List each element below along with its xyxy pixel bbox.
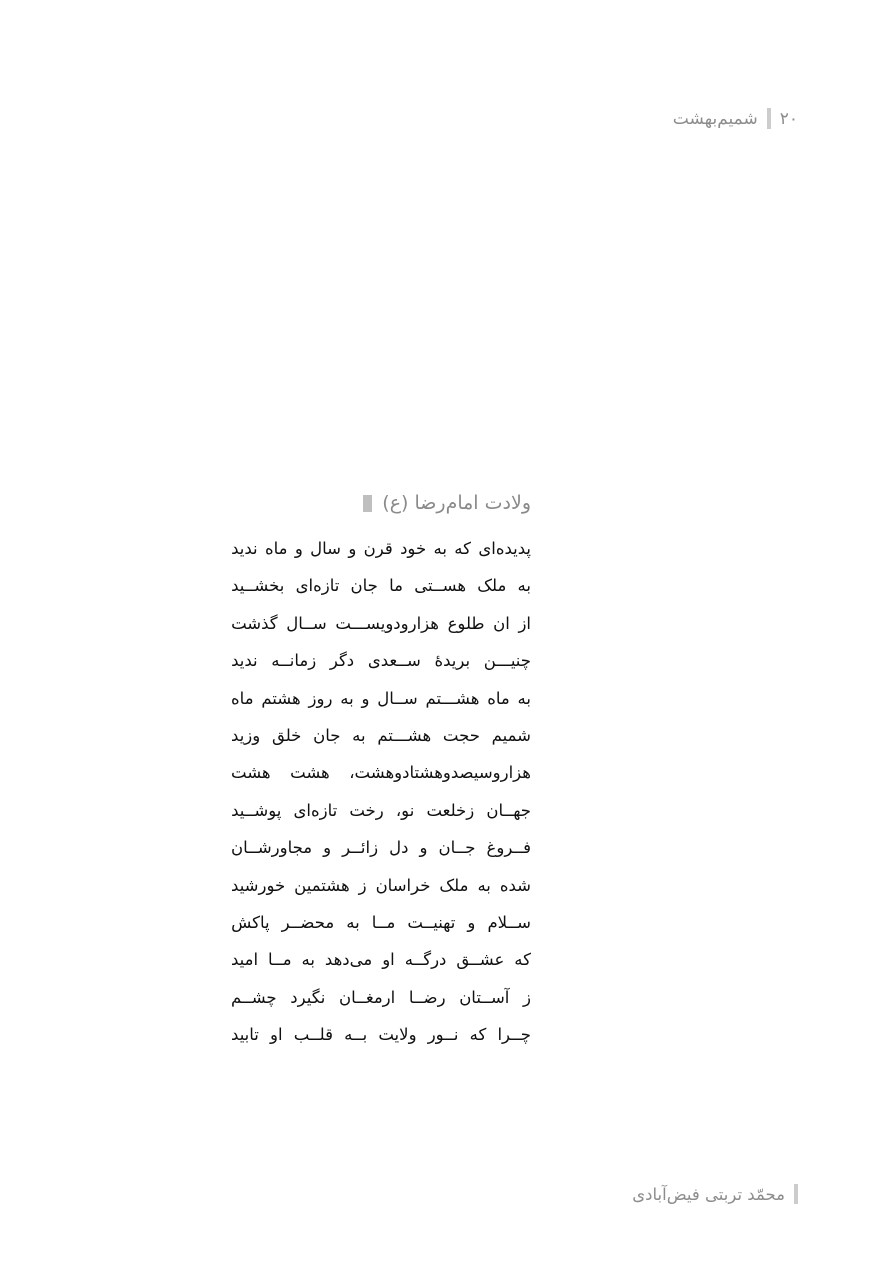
verse-word: به bbox=[517, 576, 531, 596]
verse-word: و bbox=[323, 838, 332, 858]
verse-word: چنیـــن bbox=[483, 651, 531, 671]
verse-word: که bbox=[469, 1025, 487, 1045]
verse-word: ماه bbox=[264, 539, 288, 558]
verse-line bbox=[231, 792, 531, 829]
verse-word: چشــم bbox=[231, 987, 277, 1007]
verse-word: سال bbox=[310, 539, 341, 558]
verse-word: دگر bbox=[329, 651, 355, 671]
verse-word: مجاورشــان bbox=[231, 838, 313, 858]
verse-word: زمانــه bbox=[271, 651, 317, 671]
verse-word: او bbox=[382, 950, 395, 970]
verse-word: ملک bbox=[439, 875, 469, 895]
verse-word: جان bbox=[313, 726, 341, 746]
verse-word: ارمغــان bbox=[339, 987, 396, 1007]
verse-word: قلــب bbox=[293, 1025, 333, 1045]
verse-word: آســتان bbox=[459, 987, 510, 1007]
verse-word: جهــان bbox=[486, 800, 531, 820]
verse-word: و bbox=[419, 838, 428, 858]
verse-word: به bbox=[517, 688, 531, 708]
verse-word: خراسان bbox=[375, 875, 431, 895]
verse-word: ماه bbox=[487, 688, 510, 708]
verse-word: پدیده‌ای bbox=[478, 539, 531, 558]
verse-line bbox=[231, 530, 531, 567]
verse-word: ز bbox=[523, 987, 531, 1007]
verse-word: بریدهٔ bbox=[434, 651, 471, 671]
verse-line bbox=[231, 605, 531, 642]
verse-word: محضــر bbox=[281, 913, 335, 933]
verse-word: هزاروسیصدوهشتادوهشت، bbox=[349, 763, 531, 783]
verse-line bbox=[231, 904, 531, 941]
verse-list bbox=[231, 530, 531, 1054]
verse-word: جــان bbox=[438, 838, 476, 858]
verse-word: هشتمین bbox=[294, 875, 350, 895]
book-title: شمیم‌بهشت bbox=[672, 108, 758, 129]
verse-line bbox=[231, 829, 531, 866]
verse-word: جان bbox=[350, 576, 378, 596]
verse-word: می‌دهد bbox=[324, 950, 373, 970]
verse-word: بخشــید bbox=[231, 576, 285, 596]
verse-word: به bbox=[477, 875, 491, 895]
verse-word: زائــر bbox=[342, 838, 379, 858]
verse-word: بــه bbox=[344, 1025, 368, 1045]
verse-word: شده bbox=[499, 875, 531, 895]
verse-word: نو، bbox=[395, 800, 415, 820]
verse-word: ما bbox=[389, 576, 403, 596]
verse-word: نگیرد bbox=[290, 987, 326, 1007]
verse-line bbox=[231, 717, 531, 754]
verse-word: زخلعت bbox=[426, 800, 475, 820]
section-title: ولادت امام‌رضا (ع) bbox=[382, 492, 531, 514]
verse-word: ماه bbox=[231, 688, 254, 708]
verse-word: خلق bbox=[271, 726, 302, 746]
verse-line bbox=[231, 1016, 531, 1053]
verse-word: تهنیــت bbox=[407, 913, 456, 933]
verse-word: پاکش bbox=[231, 913, 270, 933]
verse-word: به bbox=[301, 950, 315, 970]
verse-word: هزارودویســـت bbox=[335, 613, 439, 633]
verse-line bbox=[231, 754, 531, 791]
verse-word: پوشــید bbox=[231, 800, 282, 820]
verse-word: امید bbox=[231, 950, 259, 970]
verse-word: و bbox=[361, 688, 370, 708]
verse-word: تابید bbox=[231, 1025, 259, 1045]
verse-word: هشت bbox=[290, 763, 330, 783]
verse-word: به bbox=[433, 539, 447, 558]
verse-word: گذشت bbox=[231, 613, 278, 633]
verse-word: درگــه bbox=[404, 950, 447, 970]
verse-word: و bbox=[294, 539, 303, 558]
verse-line bbox=[231, 567, 531, 604]
verse-word: هشت bbox=[231, 763, 271, 783]
verse-word: مــا bbox=[371, 913, 396, 933]
verse-word: چــرا bbox=[497, 1025, 531, 1045]
verse-word: حجت bbox=[442, 726, 480, 746]
verse-word: که bbox=[514, 950, 531, 970]
verse-line bbox=[231, 979, 531, 1016]
verse-word: دل bbox=[389, 838, 409, 858]
square-bullet-icon bbox=[363, 495, 372, 512]
verse-word: طلوع bbox=[447, 613, 485, 633]
page-number: ۲۰ bbox=[779, 108, 798, 129]
verse-word: ســال bbox=[286, 613, 327, 633]
verse-word: تازه‌ای bbox=[293, 800, 338, 820]
verse-word: هشـــتم bbox=[425, 688, 480, 708]
verse-word: تازه‌ای bbox=[295, 576, 340, 596]
verse-word: ندید bbox=[231, 651, 258, 671]
verse-word: هشتم bbox=[261, 688, 301, 708]
verse-word: ملک bbox=[477, 576, 507, 596]
verse-word: به bbox=[340, 688, 354, 708]
header-separator-bar bbox=[767, 108, 771, 129]
verse-word: و bbox=[467, 913, 476, 933]
verse-word: خود bbox=[400, 539, 427, 558]
verse-line bbox=[231, 867, 531, 904]
section-title-row bbox=[231, 492, 531, 514]
verse-word: نــور bbox=[427, 1025, 459, 1045]
verse-line bbox=[231, 680, 531, 717]
verse-line bbox=[231, 941, 531, 978]
verse-word: ان bbox=[493, 613, 510, 633]
verse-line bbox=[231, 642, 531, 679]
running-header bbox=[673, 108, 798, 129]
verse-word: ز bbox=[358, 875, 367, 895]
running-footer bbox=[632, 1184, 798, 1204]
verse-word: رضــا bbox=[408, 987, 446, 1007]
verse-word: ولایت bbox=[378, 1025, 417, 1045]
verse-word: ســلام bbox=[487, 913, 531, 933]
verse-word: شمیم bbox=[491, 726, 531, 746]
verse-word: به bbox=[352, 726, 366, 746]
verse-word: روز bbox=[308, 688, 333, 708]
verse-word: هشـــتم bbox=[377, 726, 432, 746]
verse-word: ســال bbox=[377, 688, 418, 708]
verse-word: هســتی bbox=[414, 576, 467, 596]
footer-separator-bar bbox=[794, 1184, 798, 1204]
verse-word: فــروغ bbox=[486, 838, 531, 858]
verse-word: قرن bbox=[363, 539, 393, 558]
verse-word: ندید bbox=[231, 539, 258, 558]
verse-word: به bbox=[346, 913, 360, 933]
verse-word: ســعدی bbox=[367, 651, 421, 671]
verse-word: رخت bbox=[349, 800, 384, 820]
poem-block bbox=[231, 492, 531, 1054]
verse-word: و bbox=[348, 539, 357, 558]
author-name: محمّد تربتی فیض‌آبادی bbox=[632, 1184, 785, 1204]
verse-word: از bbox=[518, 613, 531, 633]
verse-word: که bbox=[454, 539, 471, 558]
verse-word: وزید bbox=[231, 726, 261, 746]
verse-word: خورشید bbox=[231, 875, 286, 895]
verse-word: عشــق bbox=[456, 950, 505, 970]
verse-word: او bbox=[270, 1025, 283, 1045]
verse-word: مــا bbox=[268, 950, 292, 970]
